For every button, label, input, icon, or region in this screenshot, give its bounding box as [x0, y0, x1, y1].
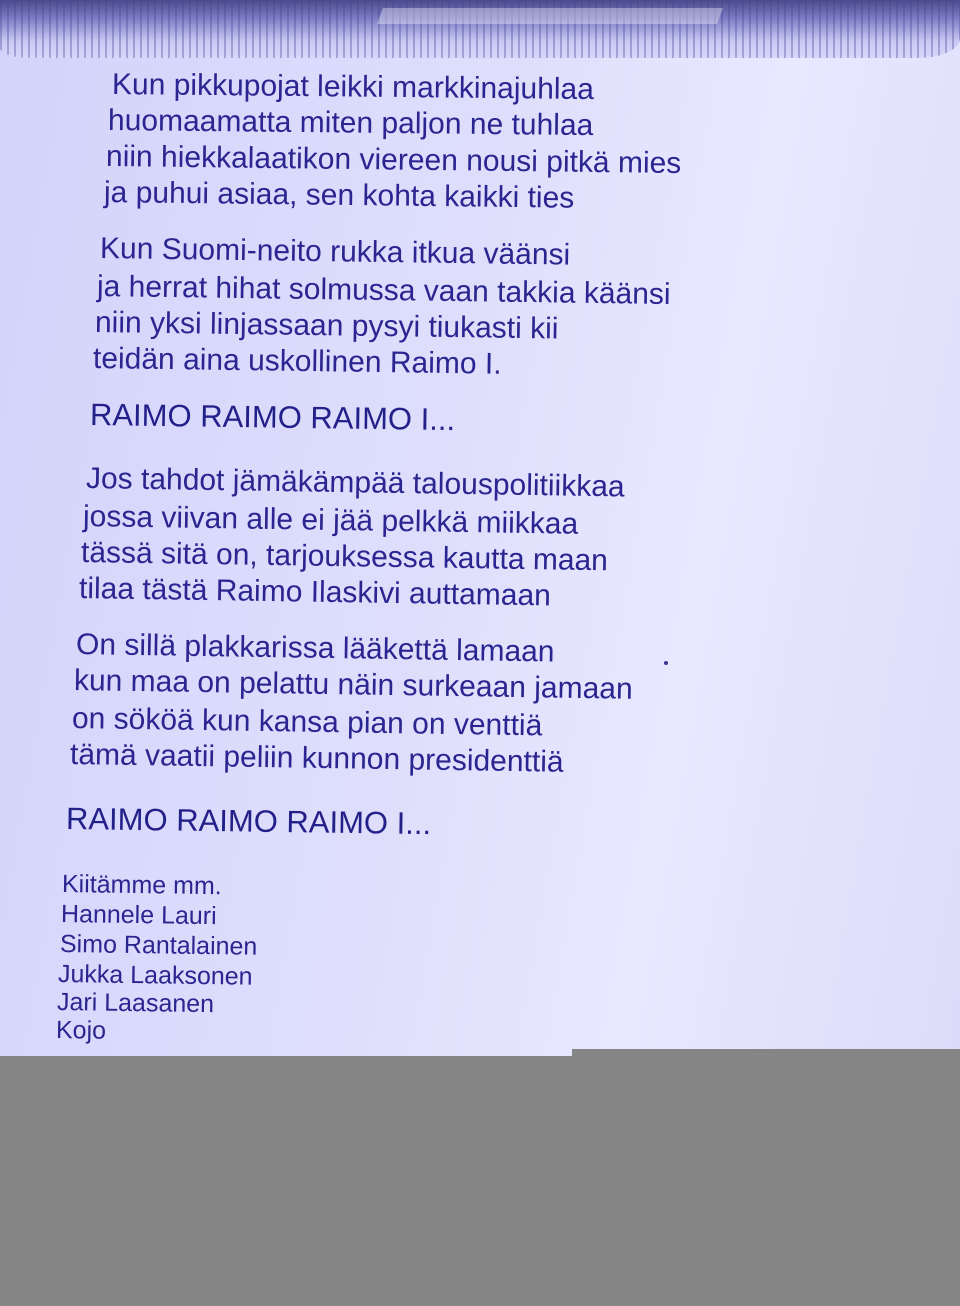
verse-2-line-3: niin yksi linjassaan pysyi tiukasti kii [94, 306, 559, 346]
verse-2-line-1: Kun Suomi-neito rukka itkua väänsi [99, 232, 571, 272]
verse-4-line-4: tämä vaatii peliin kunnon presidenttiä [69, 738, 564, 779]
verse-4-line-1: On sillä plakkarissa lääkettä lamaan [75, 628, 555, 669]
verse-4-line-2: kun maa on pelattu näin surkeaan jamaan [73, 664, 633, 706]
verse-1-line-3: niin hiekkalaatikon viereen nousi pitkä mies [105, 140, 682, 181]
chorus-2: RAIMO RAIMO RAIMO I... [65, 801, 432, 842]
credits-heading: Kiitämme mm. [61, 870, 222, 901]
verse-3-line-2: jossa viivan alle ei jää pelkkä miikkaa [82, 500, 579, 541]
verse-2-line-4: teidän aina uskollinen Raimo I. [92, 342, 502, 381]
redaction-notch [572, 1049, 960, 1056]
credit-name: Simo Rantalainen [59, 930, 258, 961]
verse-3-line-4: tilaa tästä Raimo Ilaskivi auttamaan [78, 572, 552, 613]
redacted-area [0, 1056, 960, 1306]
credit-name: Jari Laasanen [56, 988, 215, 1019]
verse-2-line-2: ja herrat hihat solmussa vaan takkia käänsi [96, 270, 671, 312]
verse-4-line-3: on sököä kun kansa pian on venttiä [71, 702, 543, 743]
credit-name: Hannele Lauri [60, 900, 217, 931]
verse-3-line-1: Jos tahdot jämäkämpää talouspolitiikkaa [85, 462, 625, 504]
ink-speck [664, 661, 668, 665]
verse-1-line-4: ja puhui asiaa, sen kohta kaikki ties [103, 176, 575, 215]
verse-3-line-3: tässä sitä on, tarjouksessa kautta maan [80, 536, 609, 578]
verse-1-line-2: huomaamatta miten paljon ne tuhlaa [107, 104, 594, 143]
credit-name: Kojo [55, 1016, 107, 1045]
verse-1-line-1: Kun pikkupojat leikki markkinajuhlaa [111, 68, 595, 107]
credit-name: Jukka Laaksonen [57, 960, 253, 991]
chorus-1: RAIMO RAIMO RAIMO I... [89, 397, 456, 438]
